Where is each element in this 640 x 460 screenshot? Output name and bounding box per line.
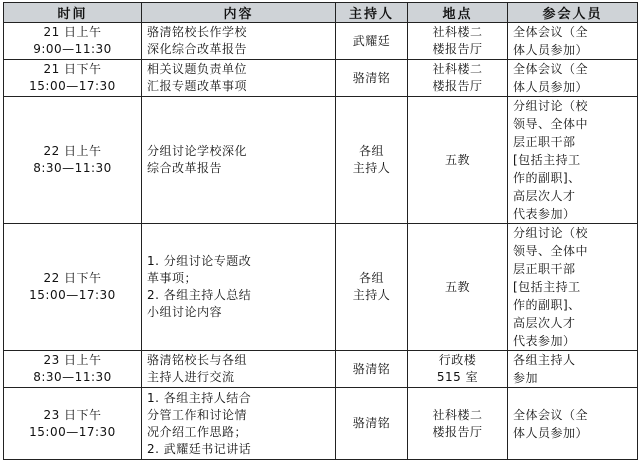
content-text: 骆清铭校长作学校 深化综合改革报告 — [147, 25, 248, 56]
place-cell — [408, 351, 508, 388]
table-row — [4, 388, 638, 460]
time-cell — [4, 351, 142, 388]
table-row — [4, 97, 638, 224]
time-cell — [4, 60, 142, 97]
time-cell — [4, 23, 142, 60]
time-text: 23 日上午 8:30—11:30 — [33, 353, 112, 384]
place-text: 行政楼 515 室 — [436, 353, 479, 384]
time-text: 23 日下午 15:00—17:30 — [29, 407, 116, 439]
table-row — [4, 224, 638, 351]
host-cell — [336, 224, 408, 351]
time-cell — [4, 224, 142, 351]
attendees-cell — [508, 388, 638, 460]
header-content: 内容 — [142, 3, 336, 23]
attendees-cell — [508, 60, 638, 97]
attendees-cell — [508, 23, 638, 60]
host-cell — [336, 351, 408, 388]
host-cell — [336, 23, 408, 60]
content-text: 相关议题负责单位 汇报专题改革事项 — [147, 62, 248, 93]
host-cell — [336, 60, 408, 97]
place-cell — [408, 224, 508, 351]
attendees-cell — [508, 351, 638, 388]
content-cell — [142, 97, 336, 224]
table-body — [4, 23, 638, 460]
place-cell — [408, 60, 508, 97]
attendees-text: 全体会议（全 体人员参加） — [513, 25, 589, 57]
table-row — [4, 60, 638, 97]
host-text: 各组 主持人 — [352, 144, 391, 175]
place-text: 五教 — [444, 279, 470, 294]
content-text: 骆清铭校长与各组 主持人进行交流 — [147, 353, 248, 384]
content-text: 1. 各组主持人结合 分管工作和讨论情 况介绍工作思路； 2. 武耀廷书记讲话 — [147, 390, 252, 456]
host-text: 武耀廷 — [352, 33, 391, 48]
content-text: 分组讨论学校深化 综合改革报告 — [147, 144, 248, 175]
header-place: 地点 — [408, 3, 508, 23]
time-text: 22 日下午 15:00—17:30 — [29, 271, 116, 302]
place-cell — [408, 23, 508, 60]
host-text: 骆清铭 — [352, 416, 391, 430]
place-text: 五教 — [444, 152, 470, 167]
attendees-text: 全体会议（全 体人员参加） — [513, 62, 589, 94]
table-row — [4, 23, 638, 60]
time-text: 21 日下午 15:00—17:30 — [29, 62, 116, 93]
place-cell — [408, 97, 508, 224]
attendees-text: 各组主持人 参加 — [513, 353, 576, 385]
attendees-text: 分组讨论（校 领导、全体中 层正职干部 [包括主持工 作的副职]、 高层次人才 代表参加） — [513, 226, 589, 348]
header-time: 时间 — [4, 3, 142, 23]
content-cell — [142, 23, 336, 60]
time-text: 21 日上午 9:00—11:30 — [33, 25, 112, 56]
place-cell — [408, 388, 508, 460]
place-text: 社科楼二 楼报告厅 — [432, 25, 483, 56]
table-row — [4, 351, 638, 388]
time-text: 22 日上午 8:30—11:30 — [33, 144, 112, 175]
header-host: 主持人 — [336, 3, 408, 23]
attendees-text: 全体会议（全 体人员参加） — [513, 407, 589, 440]
host-text: 各组 主持人 — [352, 271, 391, 302]
content-text: 1. 分组讨论专题改 革事项； 2. 各组主持人总结 小组讨论内容 — [147, 254, 252, 319]
schedule-table — [3, 2, 638, 460]
table-header — [4, 3, 638, 23]
time-cell — [4, 388, 142, 460]
header-attendees: 参会人员 — [508, 3, 638, 23]
time-cell — [4, 97, 142, 224]
place-text: 社科楼二 楼报告厅 — [432, 62, 483, 93]
content-cell — [142, 224, 336, 351]
host-text: 骆清铭 — [352, 361, 391, 376]
host-cell — [336, 97, 408, 224]
place-text: 社科楼二 楼报告厅 — [432, 407, 483, 439]
attendees-cell — [508, 224, 638, 351]
header-row — [4, 3, 638, 23]
host-cell — [336, 388, 408, 460]
content-cell — [142, 60, 336, 97]
attendees-cell — [508, 97, 638, 224]
host-text: 骆清铭 — [352, 70, 391, 85]
attendees-text: 分组讨论（校 领导、全体中 层正职干部 [包括主持工 作的副职]、 高层次人才 代表参加） — [513, 99, 589, 221]
content-cell — [142, 388, 336, 460]
content-cell — [142, 351, 336, 388]
